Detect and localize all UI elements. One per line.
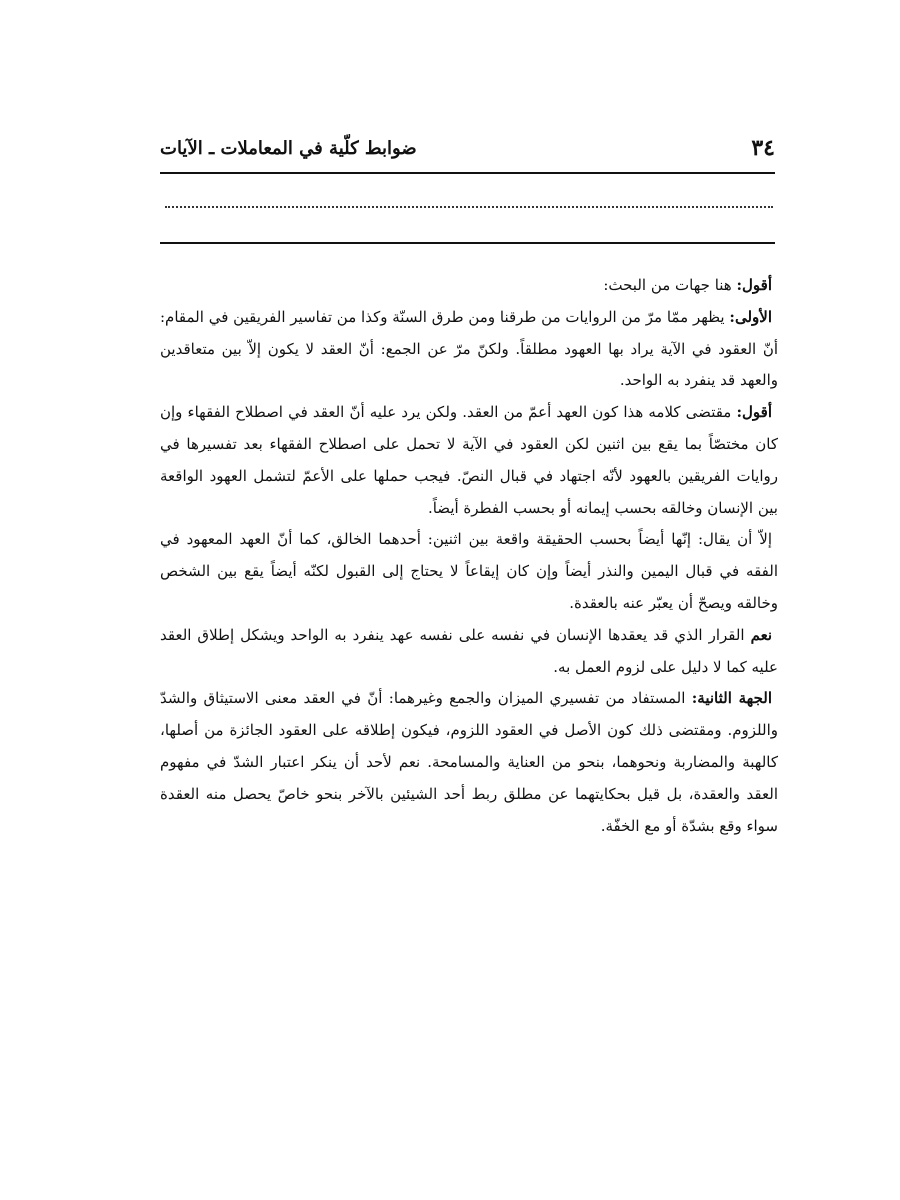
paragraph: [160, 397, 778, 524]
paragraph: [160, 302, 778, 397]
section-rule: [160, 242, 775, 244]
paragraph-text: القرار الذي قد يعقدها الإنسان في نفسه على نفسه عهد ينفرد به الواحد ويشكل إطلاق العقد عليه كما لا دليل على لزوم العمل به.: [160, 625, 778, 676]
paragraph-text: المستفاد من تفسيري الميزان والجمع وغيرهما: أنّ في العقد معنى الاستيثاق والشدّ واللزوم. ومقتضى ذلك كون الأصل في العقود اللزوم، فيكون إطلاقه على العقود الجائزة من أصلها، كالهبة والمضاربة ونحوهما، بنحو من العناية والمسامحة. نعم لأحد أن ينكر اعتبار الشدّ في مفهوم العقد والعقدة، بل قيل بحكايتهما عن مطلق ربط أحد الشيئين بالآخر بنحو خاصّ يحصل منه العقدة سواء وقع بشدّة أو مع الخفّة.: [160, 689, 778, 835]
dotted-separator: [165, 206, 773, 208]
paragraph-lead: أقول:: [736, 276, 772, 294]
paragraph: [160, 620, 778, 684]
header-rule: [160, 172, 775, 174]
running-title: ضوابط كلّية في المعاملات ـ الآيات: [160, 137, 417, 159]
paragraph-lead: الأولى:: [729, 307, 772, 326]
paragraph-text: يظهر ممّا مرّ من الروايات من طرقنا ومن طرق السنّة وكذا من تفاسير الفريقين في المقام: أنّ العقود في الآية يراد بها العهود مطلقاً. ولكنّ مرّ عن الجمع: أنّ العقد لا يكون إلاّ بين متعاقدين والعهد قد ينفرد به الواحد.: [160, 307, 778, 390]
running-header: [160, 131, 775, 165]
paragraph-text: هنا جهات من البحث:: [603, 276, 737, 294]
paragraph-lead: أقول:: [736, 403, 772, 422]
paragraph-lead: الجهة الثانية:: [691, 689, 773, 708]
page-number: ٣٤: [751, 135, 775, 161]
paragraph: [160, 683, 778, 842]
paragraph-lead: نعم: [750, 625, 772, 644]
body-text: [160, 270, 778, 842]
paragraph-text: مقتضى كلامه هذا كون العهد أعمّ من العقد. ولكن يرد عليه أنّ العقد في اصطلاح الفقهاء وإن كان مختصّاً بما يقع بين اثنين لكن العقود في الآية لا تحمل على اصطلاح الفقهاء بعد تفسيرها في روايات الفريقين بالعهود لأنّه اجتهاد في قبال النصّ. فيجب حملها على الأعمّ لتشمل العهود الواقعة بين الإنسان وخالقه بحسب إيمانه أو بحسب الفطرة أيضاً.: [160, 403, 778, 517]
paragraph: [160, 524, 778, 619]
paragraph-text: إلاّ أن يقال: إنّها أيضاً بحسب الحقيقة واقعة بين اثنين: أحدهما الخالق، كما أنّ العهد المعهود في الفقه في قبال اليمين والنذر أيضاً وإن كان إيقاعاً لا يحتاج إلى القبول لكنّه أيضاً يقع بين الشخص وخالقه ويصحّ أن يعبّر عنه بالعقدة.: [160, 530, 778, 612]
paragraph: [160, 270, 778, 302]
